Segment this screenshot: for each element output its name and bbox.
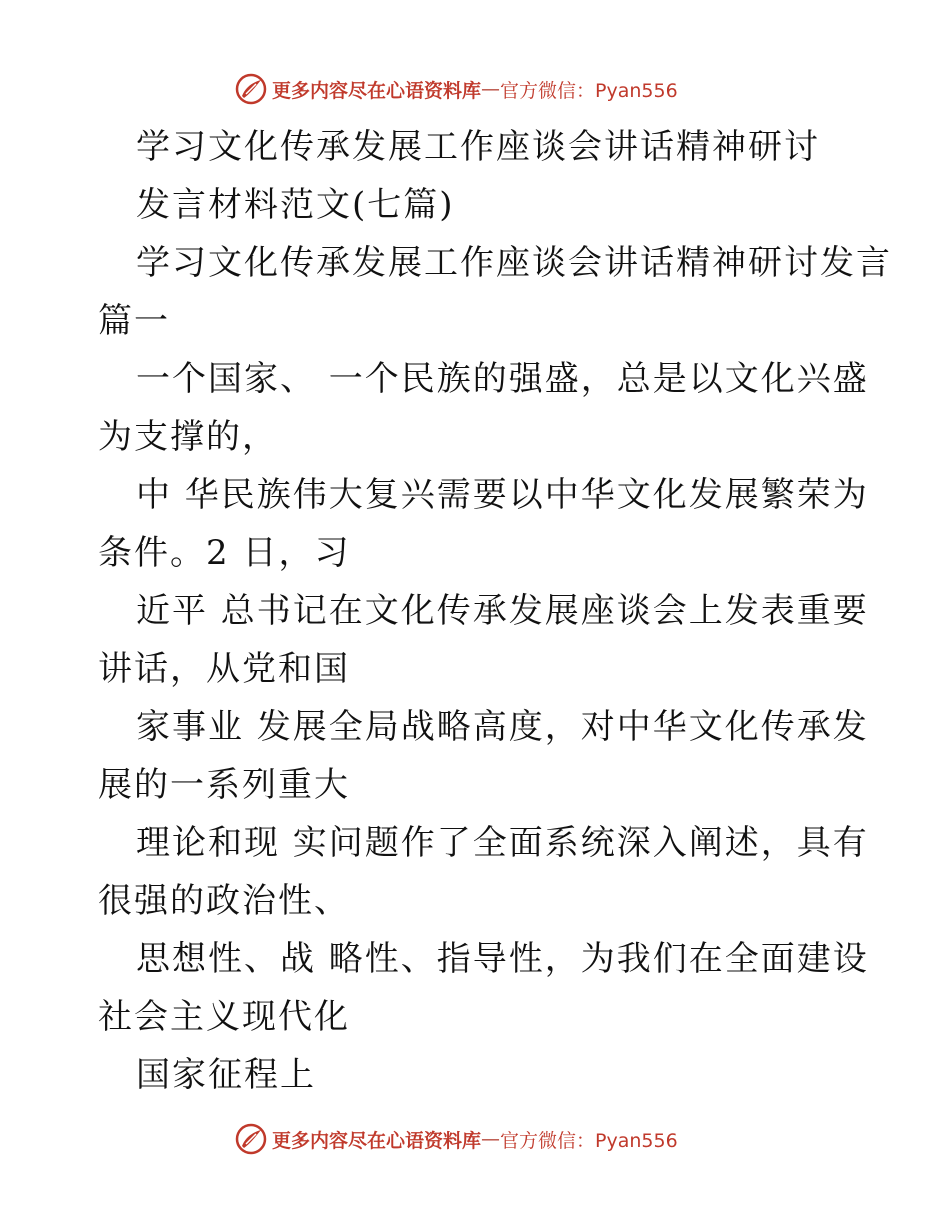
paragraph-line: 一个国家、 一个民族的强盛，总是以文化兴盛 bbox=[136, 359, 869, 399]
watermark-wechat-text: 官方微信：Pyan556 bbox=[500, 79, 678, 102]
paragraph-line: 思想性、战 略性、指导性，为我们在全面建设 bbox=[136, 939, 869, 979]
section-heading-line-2: 篇一 bbox=[98, 301, 170, 341]
document-title-line-2: 发言材料范文(七篇) bbox=[136, 185, 455, 225]
paragraph-line: 展的一系列重大 bbox=[98, 765, 350, 805]
watermark-dash: — bbox=[481, 1128, 501, 1150]
pen-logo-icon bbox=[234, 1122, 268, 1156]
paragraph-line: 中 华民族伟大复兴需要以中华文化发展繁荣为 bbox=[136, 475, 869, 515]
header-watermark bbox=[234, 72, 678, 106]
watermark-site-text: 更多内容尽在心语资料库 bbox=[272, 79, 482, 102]
watermark-site-text: 更多内容尽在心语资料库 bbox=[272, 1129, 482, 1152]
paragraph-line: 很强的政治性、 bbox=[98, 881, 350, 921]
paragraph-line: 为支撑的， bbox=[98, 417, 278, 457]
pen-logo-icon bbox=[234, 72, 268, 106]
paragraph-line: 家事业 发展全局战略高度，对中华文化传承发 bbox=[136, 707, 869, 747]
document-title-line-1: 学习文化传承发展工作座谈会讲话精神研讨 bbox=[136, 127, 820, 167]
section-heading-line-1: 学习文化传承发展工作座谈会讲话精神研讨发言 bbox=[136, 243, 892, 283]
watermark-dash: — bbox=[481, 78, 501, 100]
paragraph-line: 社会主义现代化 bbox=[98, 997, 350, 1037]
paragraph-line: 理论和现 实问题作了全面系统深入阐述，具有 bbox=[136, 823, 869, 863]
paragraph-line: 近平 总书记在文化传承发展座谈会上发表重要 bbox=[136, 591, 869, 631]
footer-watermark bbox=[234, 1122, 678, 1156]
paragraph-line: 讲话，从党和国 bbox=[98, 649, 350, 689]
paragraph-line: 国家征程上 bbox=[136, 1055, 316, 1095]
paragraph-line: 条件。2 日，习 bbox=[98, 533, 351, 573]
watermark-wechat-text: 官方微信：Pyan556 bbox=[500, 1129, 678, 1152]
